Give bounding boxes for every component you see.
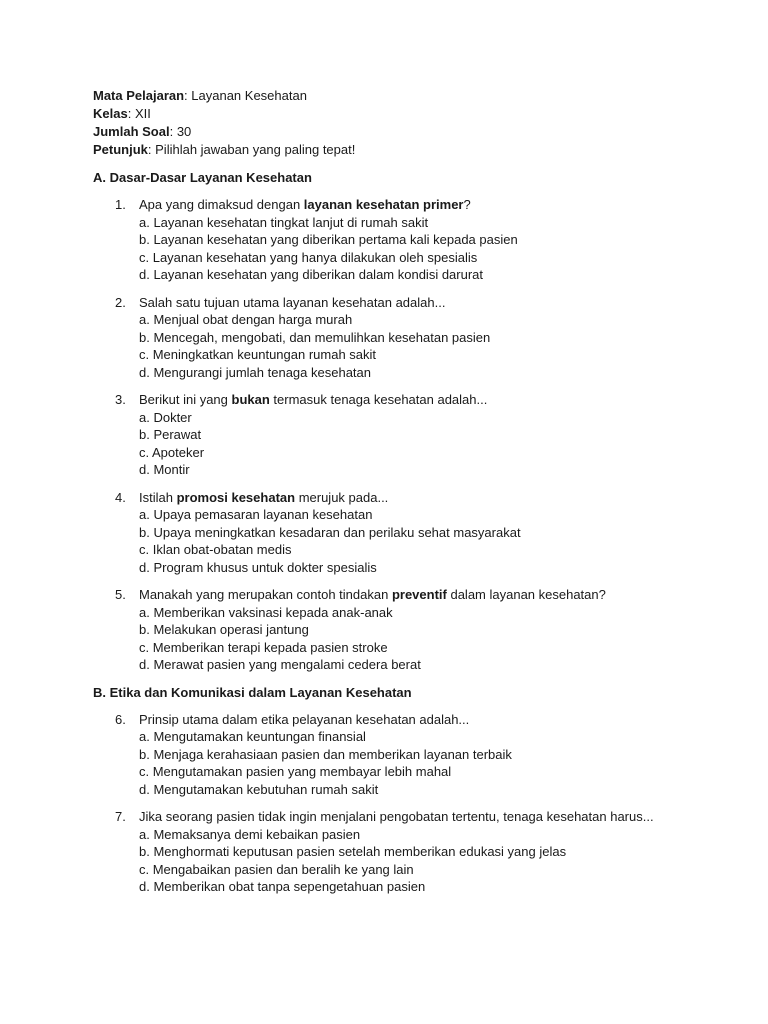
question-number: 4. [115,489,126,505]
answer-option: c. Meningkatkan keuntungan rumah sakit [139,347,377,362]
question-text: Manakah yang merupakan contoh tindakan preventif dalam layanan kesehatan? [139,587,606,602]
answer-option: d. Montir [139,462,190,477]
spacer [93,674,708,684]
answer-option: c. Iklan obat-obatan medis [139,542,292,557]
spacer [93,381,708,391]
answer-option: d. Layanan kesehatan yang diberikan dalam kondisi darurat [139,267,484,282]
question-text: Berikut ini yang bukan termasuk tenaga kesehatan adalah... [139,392,488,407]
answer-option: b. Perawat [139,427,202,442]
question-number: 2. [115,294,126,310]
question-number: 6. [115,711,126,727]
answer-option: d. Memberikan obat tanpa sepengetahuan pasien [139,879,426,894]
answer-option: c. Mengabaikan pasien dan beralih ke yang lain [139,861,414,877]
question-3 [93,391,708,479]
question-text: Prinsip utama dalam etika pelayanan kesehatan adalah... [139,711,470,727]
spacer [93,187,708,196]
class-value: XII [134,106,151,121]
question-number: 1. [115,197,126,212]
question-count-value: 30 [176,124,192,139]
answer-option: d. Program khusus untuk dokter spesialis [139,559,377,575]
instruction-value: Pilihlah jawaban yang paling tepat! [155,142,356,157]
question-4 [93,489,708,577]
question-number: 3. [115,392,126,407]
question-text: Istilah promosi kesehatan merujuk pada... [139,489,389,505]
question-7 [93,808,708,896]
subject-line: Mata Pelajaran: Layanan Kesehatan [93,88,307,103]
answer-option: a. Mengutamakan keuntungan finansial [139,729,366,744]
question-2 [93,294,708,382]
question-1 [93,196,708,284]
answer-option: b. Upaya meningkatkan kesadaran dan perilaku sehat masyarakat [139,524,521,540]
answer-option: c. Memberikan terapi kepada pasien stroke [139,639,388,655]
question-text: Apa yang dimaksud dengan layanan kesehatan primer? [139,197,471,212]
spacer [93,284,708,294]
answer-option: a. Layanan kesehatan tingkat lanjut di rumah sakit [139,214,429,230]
subject-label: Mata Pelajaran [93,88,185,103]
answer-option: c. Apoteker [139,444,205,460]
section-title-a: A. Dasar-Dasar Layanan Kesehatan [93,170,312,185]
answer-option: a. Upaya pemasaran layanan kesehatan [139,507,373,522]
question-number: 5. [115,587,126,602]
answer-option: b. Mencegah, mengobati, dan memulihkan kesehatan pasien [139,329,491,345]
answer-option: b. Layanan kesehatan yang diberikan pertama kali kepada pasien [139,232,518,247]
instruction-line: Petunjuk: Pilihlah jawaban yang paling tepat! [93,142,356,157]
answer-option: c. Layanan kesehatan yang hanya dilakukan oleh spesialis [139,249,478,265]
answer-option: d. Mengurangi jumlah tenaga kesehatan [139,364,371,380]
subject-value: Layanan Kesehatan [191,88,307,103]
document-header [93,87,708,159]
answer-option: a. Dokter [139,409,192,425]
answer-option: d. Mengutamakan kebutuhan rumah sakit [139,781,379,797]
question-6 [93,711,708,799]
question-text: Jika seorang pasien tidak ingin menjalani pengobatan tertentu, tenaga kesehatan harus... [139,809,654,824]
question-count-label: Jumlah Soal [93,124,170,139]
answer-option: a. Menjual obat dengan harga murah [139,312,353,327]
answer-option: a. Memberikan vaksinasi kepada anak-anak [139,604,393,620]
class-label: Kelas [93,106,128,121]
spacer [93,702,708,711]
answer-option: a. Memaksanya demi kebaikan pasien [139,826,361,842]
spacer [93,798,708,808]
question-5 [93,586,708,674]
answer-option: b. Menjaga kerahasiaan pasien dan memberikan layanan terbaik [139,746,512,762]
answer-option: b. Melakukan operasi jantung [139,622,309,637]
class-line: Kelas: XII [93,106,151,121]
answer-option: d. Merawat pasien yang mengalami cedera berat [139,657,421,672]
question-number: 7. [115,809,126,824]
answer-option: b. Menghormati keputusan pasien setelah memberikan edukasi yang jelas [139,844,567,859]
section-title-b: B. Etika dan Komunikasi dalam Layanan Kesehatan [93,684,412,700]
instruction-label: Petunjuk [93,142,148,157]
question-text: Salah satu tujuan utama layanan kesehatan adalah... [139,294,446,310]
spacer [93,576,708,586]
question-count-line: Jumlah Soal: 30 [93,124,192,139]
spacer [93,159,708,169]
spacer [93,479,708,489]
answer-option: c. Mengutamakan pasien yang membayar lebih mahal [139,764,452,779]
